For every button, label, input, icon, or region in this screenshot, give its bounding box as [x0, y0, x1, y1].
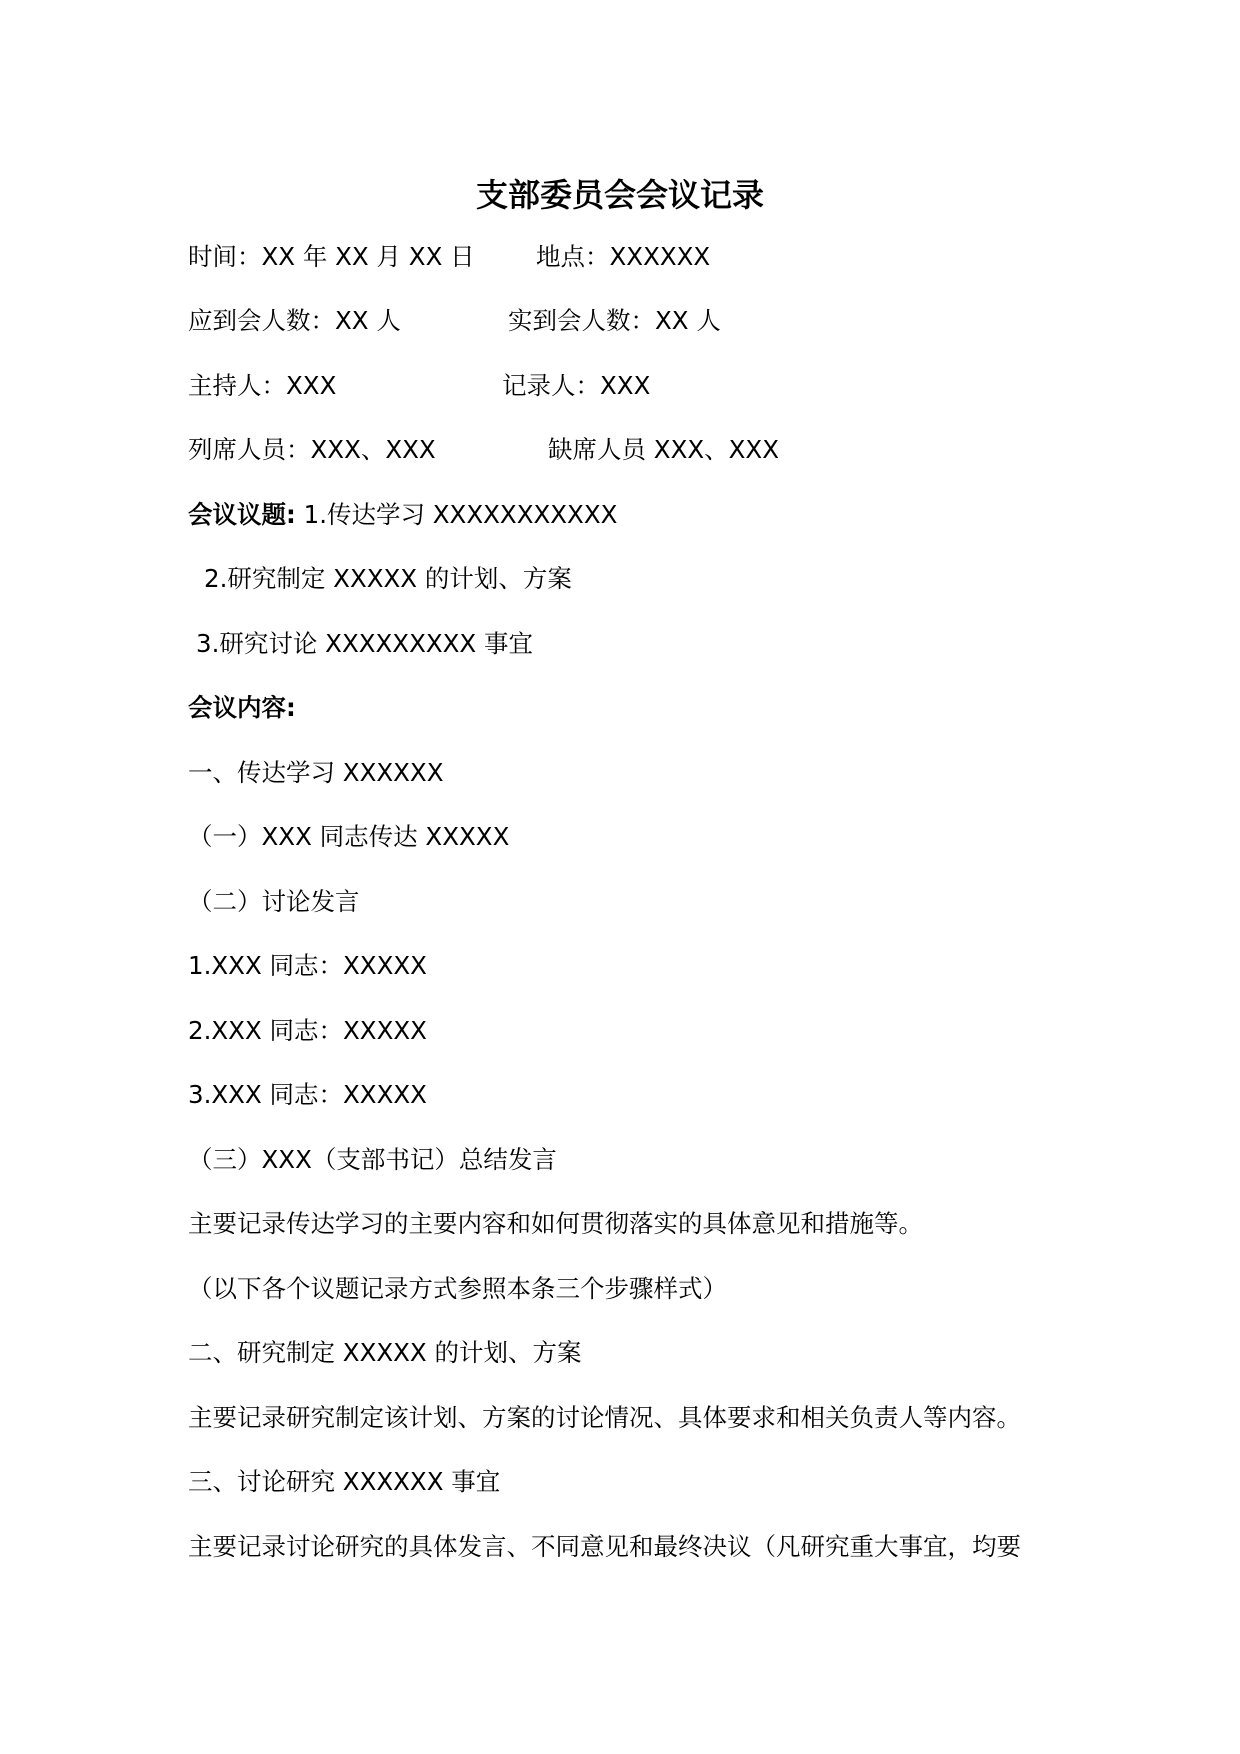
meeting-host: 主持人：XXX	[188, 371, 337, 400]
content-line: 主要记录研究制定该计划、方案的讨论情况、具体要求和相关负责人等内容。	[188, 1403, 1021, 1432]
content-line: 2.XXX 同志：XXXXX	[188, 1016, 427, 1045]
meeting-recorder: 记录人：XXX	[502, 371, 651, 400]
agenda-item-2: 2.研究制定 XXXXX 的计划、方案	[204, 564, 572, 593]
content-line: 1.XXX 同志：XXXXX	[188, 951, 427, 980]
attendees-list: 列席人员：XXX、XXX	[188, 435, 436, 464]
content-line: 三、讨论研究 XXXXXX 事宜	[188, 1467, 501, 1496]
content-line: （三）XXX（支部书记）总结发言	[188, 1145, 557, 1174]
content-line: 二、研究制定 XXXXX 的计划、方案	[188, 1338, 582, 1367]
actual-attendance: 实到会人数：XX 人	[508, 306, 721, 335]
agenda-label: 会议议题:	[188, 500, 296, 529]
agenda-item-1: 1.传达学习 XXXXXXXXXXX	[303, 500, 618, 529]
content-line: 主要记录讨论研究的具体发言、不同意见和最终决议（凡研究重大事宜，均要	[188, 1532, 1021, 1561]
meeting-time: 时间：XX 年 XX 月 XX 日	[188, 242, 475, 271]
content-line: 3.XXX 同志：XXXXX	[188, 1080, 427, 1109]
content-line: （以下各个议题记录方式参照本条三个步骤样式）	[188, 1274, 727, 1303]
content-line: 一、传达学习 XXXXXX	[188, 758, 444, 787]
expected-attendance: 应到会人数：XX 人	[188, 306, 401, 335]
agenda-row	[188, 498, 617, 532]
meeting-location: 地点：XXXXXX	[536, 242, 711, 271]
agenda-item-3: 3.研究讨论 XXXXXXXXX 事宜	[196, 629, 534, 658]
content-line: （二）讨论发言	[188, 887, 360, 916]
absent-list: 缺席人员 XXX、XXX	[548, 435, 779, 464]
content-line: （一）XXX 同志传达 XXXXX	[188, 822, 510, 851]
content-line: 主要记录传达学习的主要内容和如何贯彻落实的具体意见和措施等。	[188, 1209, 923, 1238]
document-title: 支部委员会会议记录	[475, 176, 764, 214]
content-label: 会议内容:	[188, 693, 296, 722]
